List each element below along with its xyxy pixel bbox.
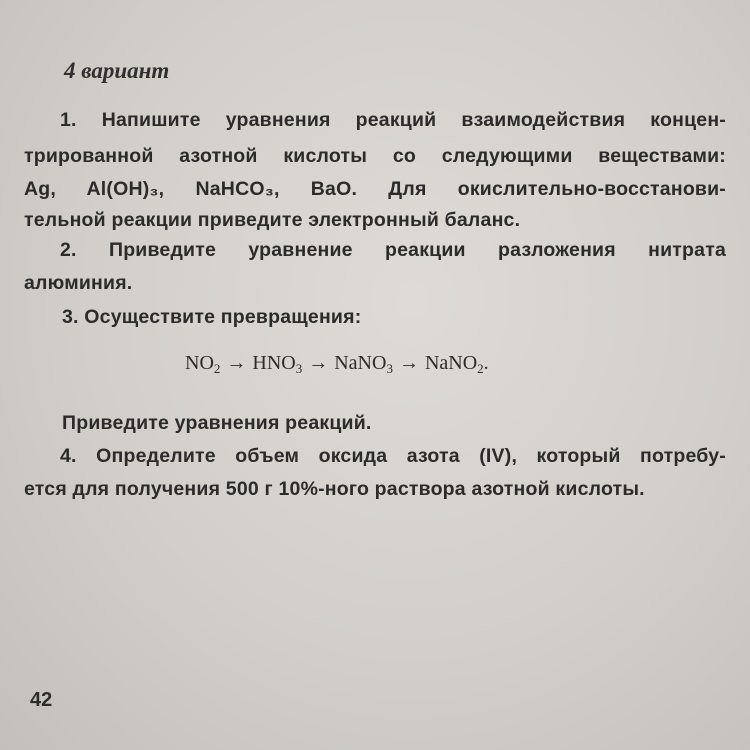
- chain-compound-hno3: $HNO_3$: [252, 352, 303, 376]
- question-3-after: Приведите уравнения реакций.: [62, 412, 372, 434]
- question-4-line-2: ется для получения 500 г 10%-ного раствора азотной кислоты.: [24, 478, 645, 500]
- question-1-line-2: трированной азотной кислоты со следующими веществами:: [24, 145, 726, 167]
- chain-arrow: →: [398, 352, 419, 374]
- chain-period: .: [483, 352, 489, 374]
- question-1-line-3: Ag, Al(OH)₃, NaHCO₃, BaO. Для окислительно-восстанови-: [24, 178, 726, 200]
- question-1-line-1: [24, 107, 726, 133]
- question-1-number: 1.: [60, 109, 77, 131]
- question-2-number: 2.: [60, 239, 77, 261]
- question-2-text-1: Приведите уравнение реакции разложения нитрата: [108, 239, 726, 261]
- question-4-line-1: [24, 443, 726, 469]
- question-2-line-2: алюминия.: [24, 272, 133, 294]
- chain-compound-nano3: NaNO$_3$: [334, 352, 393, 376]
- chain-arrow: →: [308, 352, 329, 374]
- question-3-number: 3.: [62, 306, 79, 328]
- question-2-line-1: [24, 237, 726, 263]
- chain-arrow: →: [226, 352, 247, 374]
- chain-compound-nano2: NaNO$_2$: [424, 352, 484, 376]
- question-4-number: 4.: [60, 445, 77, 467]
- variant-title: 4 вариант: [64, 58, 170, 83]
- question-3-line-1: [62, 304, 361, 330]
- question-4-text-1: Определите объем оксида азота (IV), который потребу-: [96, 445, 726, 467]
- question-1-line-4: тельной реакции приведите электронный баланс.: [24, 209, 521, 231]
- question-3-text-1: Осуществите превращения:: [84, 306, 362, 328]
- page-number: 42: [30, 689, 53, 711]
- question-1-text-1: Напишите уравнения реакций взаимодействия концен-: [101, 109, 726, 131]
- transformation-chain: [185, 352, 489, 377]
- chain-compound-no2: $NO_2$: [185, 352, 221, 376]
